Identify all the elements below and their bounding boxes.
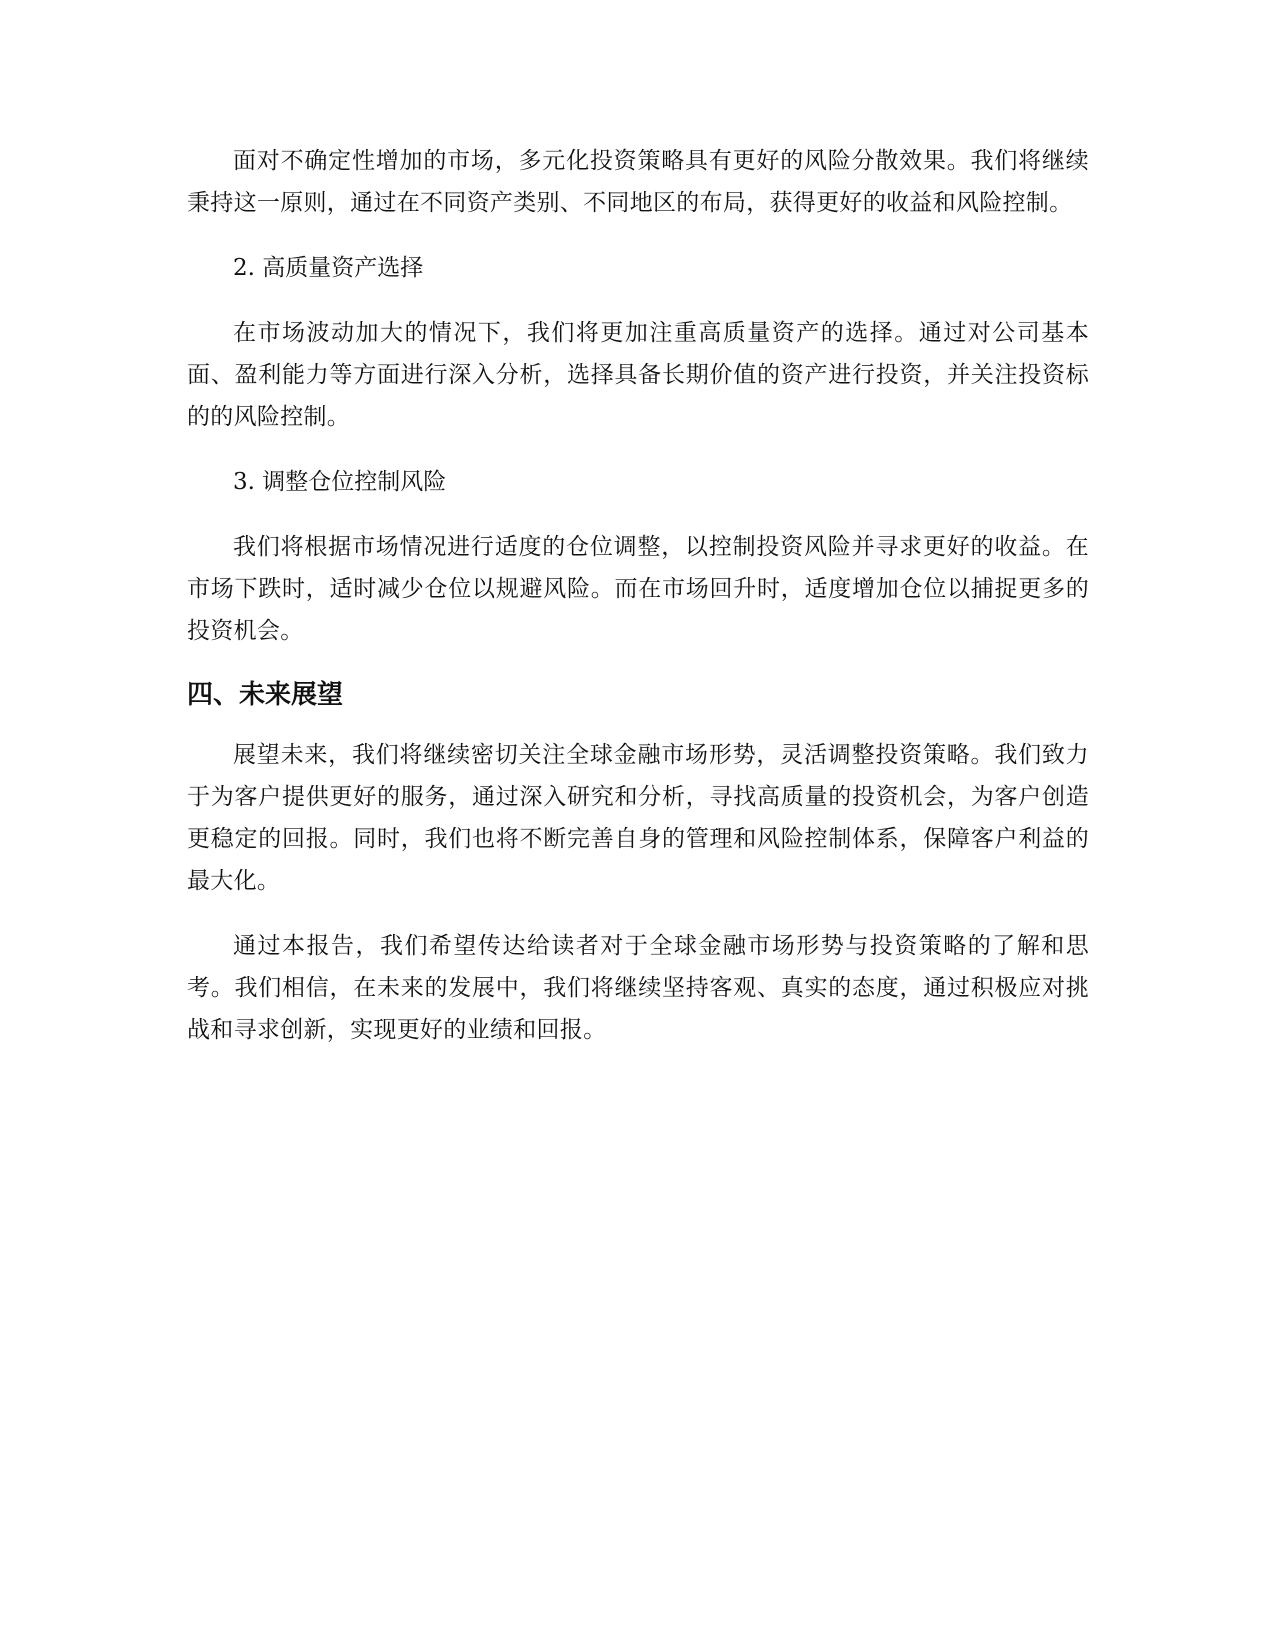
paragraph-quality-assets: 在市场波动加大的情况下，我们将更加注重高质量资产的选择。通过对公司基本面、盈利能力等方面进行深入分析，选择具备长期价值的资产进行投资，并关注投资标的的风险控制。: [187, 320, 1089, 430]
document-body: [187, 140, 1089, 1074]
paragraph-conclusion: 通过本报告，我们希望传达给读者对于全球金融市场形势与投资策略的了解和思考。我们相信，在未来的发展中，我们将继续坚持客观、真实的态度，通过积极应对挑战和寻求创新，实现更好的业绩和回报。: [187, 933, 1089, 1043]
paragraph-position-adjustment: 我们将根据市场情况进行适度的仓位调整，以控制投资风险并寻求更好的收益。在市场下跌时，适时减少仓位以规避风险。而在市场回升时，适度增加仓位以捕捉更多的投资机会。: [187, 534, 1089, 644]
paragraph-outlook: 展望未来，我们将继续密切关注全球金融市场形势，灵活调整投资策略。我们致力于为客户提供更好的服务，通过深入研究和分析，寻找高质量的投资机会，为客户创造更稳定的回报。同时，我们也将不断完善自身的管理和风险控制体系，保障客户利益的最大化。: [187, 742, 1089, 894]
subheading-quality-assets: 2. 高质量资产选择: [233, 255, 424, 281]
subheading-position-adjustment: 3. 调整仓位控制风险: [233, 469, 447, 495]
section-title-outlook: 四、未来展望: [187, 680, 344, 710]
paragraph-diversification: 面对不确定性增加的市场，多元化投资策略具有更好的风险分散效果。我们将继续秉持这一原则，通过在不同资产类别、不同地区的布局，获得更好的收益和风险控制。: [187, 148, 1089, 216]
